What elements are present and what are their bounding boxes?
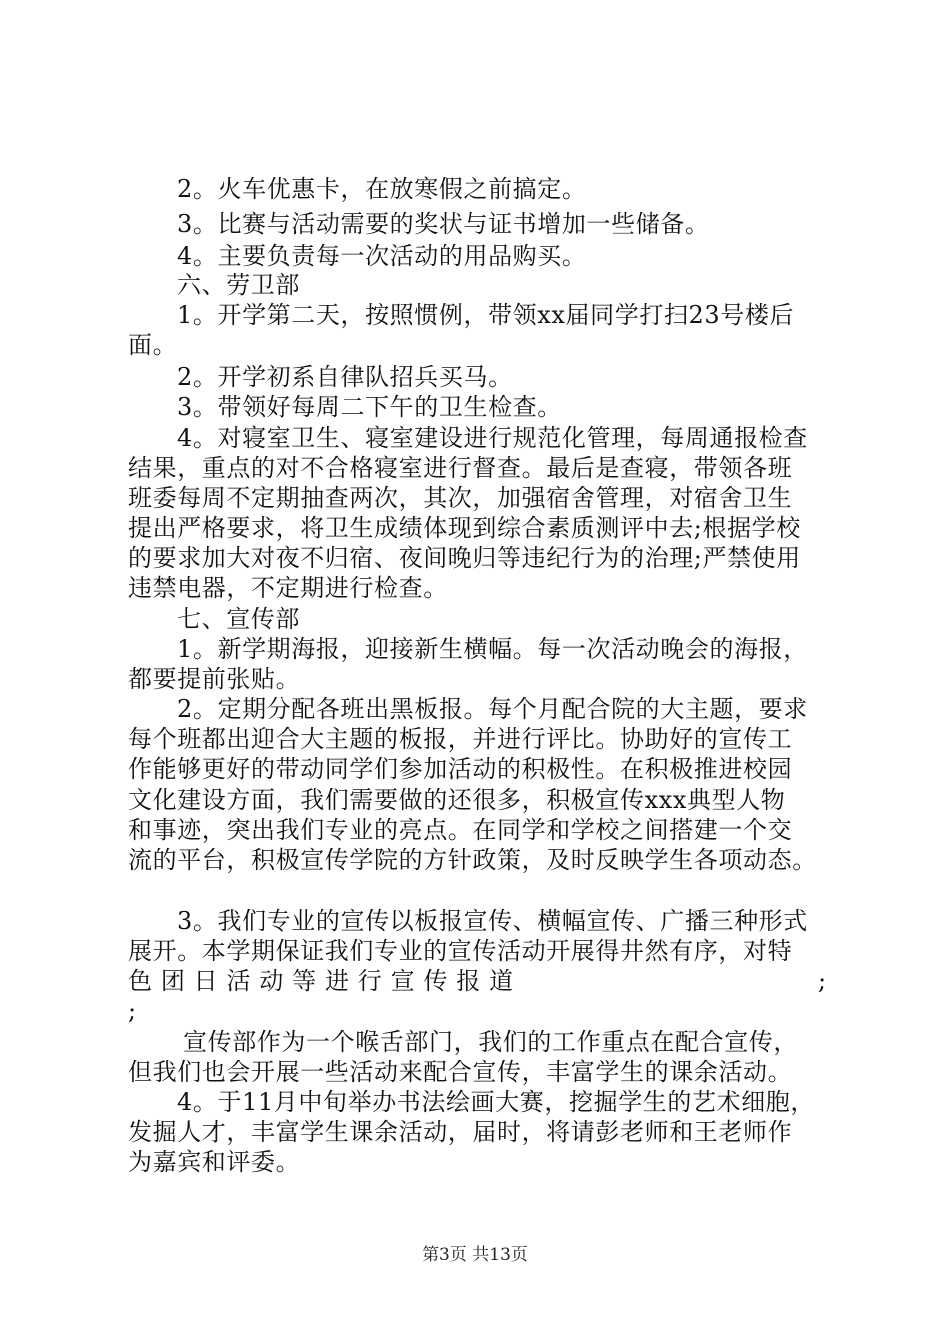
text-line: 作能够更好的带动同学们参加活动的积极性。在积极推进校园 <box>128 755 793 783</box>
text-line: 1。新学期海报，迎接新生横幅。每一次活动晚会的海报， <box>177 635 808 663</box>
text-line: 每个班都出迎合大主题的板报，并进行评比。协助好的宣传工 <box>128 725 793 753</box>
text-line: 2。开学初系自律队招兵买马。 <box>177 363 513 391</box>
text-line: 4。对寝室卫生、寝室建设进行规范化管理，每周通报检查 <box>177 424 808 452</box>
text-line: 宣传部作为一个喉舌部门，我们的工作重点在配合宣传， <box>183 1028 798 1056</box>
section-heading: 七、宣传部 <box>177 605 300 633</box>
text-line: 的要求加大对夜不归宿、夜间晚归等违纪行为的治理;严禁使用 <box>128 544 801 572</box>
text-line: ; <box>128 997 137 1025</box>
text-line: 3。带领好每周二下午的卫生检查。 <box>177 393 562 421</box>
text-line: 但我们也会开展一些活动来配合宣传，丰富学生的课余活动。 <box>128 1058 793 1086</box>
text-line: 发掘人才，丰富学生课余活动，届时，将请彭老师和王老师作 <box>128 1118 793 1146</box>
text-line: 文化建设方面，我们需要做的还很多，积极宣传xxx典型人物 <box>128 786 786 814</box>
text-line: 流的平台，积极宣传学院的方针政策，及时反映学生各项动态。 <box>128 846 817 874</box>
text-line: 提出严格要求，将卫生成绩体现到综合素质测评中去;根据学校 <box>128 514 801 542</box>
text-line: 色 团 日 活 动 等 进 行 宣 传 报 道 <box>128 967 514 995</box>
text-line: 2。定期分配各班出黑板报。每个月配合院的大主题，要求 <box>177 695 808 723</box>
text-line: 3。我们专业的宣传以板报宣传、横幅宣传、广播三种形式 <box>177 907 808 935</box>
text-line: ; <box>818 967 827 995</box>
text-line: 展开。本学期保证我们专业的宣传活动开展得井然有序，对特 <box>128 937 793 965</box>
text-line: 班委每周不定期抽查两次，其次，加强宿舍管理，对宿舍卫生 <box>128 484 793 512</box>
text-line: 和事迹，突出我们专业的亮点。在同学和学校之间搭建一个交 <box>128 816 793 844</box>
text-line: 4。主要负责每一次活动的用品购买。 <box>177 242 587 270</box>
text-line: 为嘉宾和评委。 <box>128 1148 301 1176</box>
text-line: 4。于11月中旬举办书法绘画大赛，挖掘学生的艺术细胞， <box>177 1088 816 1116</box>
text-line: 违禁电器，不定期进行检查。 <box>128 574 448 602</box>
text-line: 都要提前张贴。 <box>128 665 301 693</box>
text-line: 1。开学第二天，按照惯例，带领xx届同学打扫23号楼后 <box>177 301 795 329</box>
text-line: 结果，重点的对不合格寝室进行督查。最后是查寝，带领各班 <box>128 454 793 482</box>
text-line: 面。 <box>128 331 178 359</box>
section-heading: 六、劳卫部 <box>177 271 300 299</box>
text-line: 3。比赛与活动需要的奖状与证书增加一些储备。 <box>177 210 710 238</box>
page-footer: 第3页 共13页 <box>422 1245 528 1265</box>
text-line: 2。火车优惠卡，在放寒假之前搞定。 <box>177 175 587 203</box>
